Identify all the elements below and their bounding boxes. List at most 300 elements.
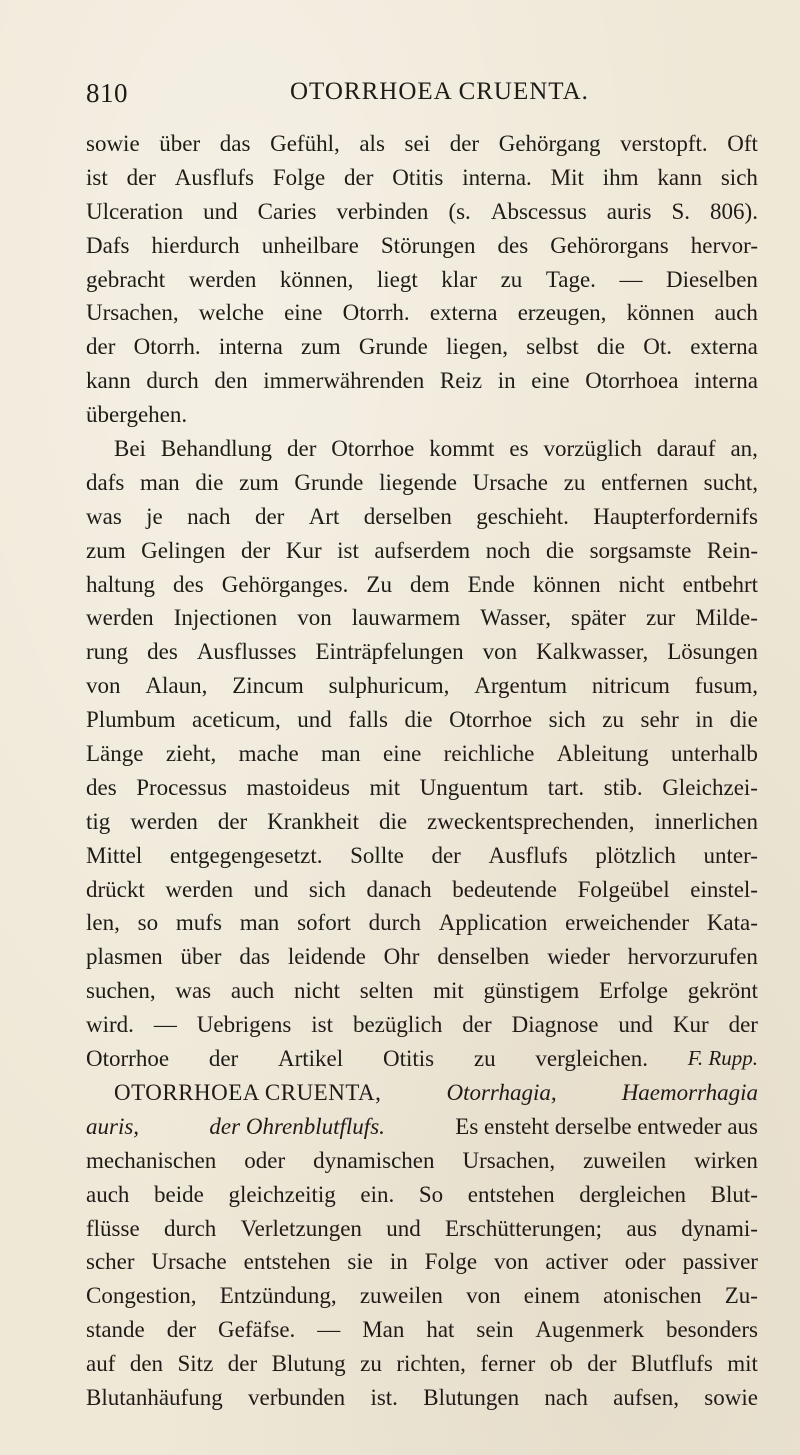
- word: Verletzungen: [240, 1215, 362, 1241]
- text-line: [86, 534, 758, 568]
- word: nach: [544, 1384, 588, 1410]
- word: kann: [86, 368, 131, 394]
- entry-heading: OTORRHOEA CRUENTA,: [114, 1079, 382, 1105]
- word: Reiz: [439, 368, 483, 394]
- word: der: [286, 436, 317, 462]
- word: S.: [671, 198, 691, 224]
- word: Ausflufs: [488, 842, 568, 868]
- word: Krankheit: [267, 808, 360, 834]
- word: mache: [238, 741, 299, 767]
- text-line: [86, 1313, 758, 1347]
- word: stib.: [603, 774, 643, 800]
- word: auris: [606, 198, 652, 224]
- text-line: [86, 398, 758, 432]
- word: in: [497, 368, 516, 394]
- word: Plumbum: [86, 707, 176, 733]
- word: zur: [645, 605, 676, 631]
- word: Gehörorgans: [550, 232, 669, 258]
- word: ist.: [370, 1384, 398, 1410]
- page-number: 810: [86, 78, 128, 108]
- word: Ableitung: [556, 741, 649, 767]
- word: entbehrt: [682, 571, 758, 597]
- word: Otorrh.: [133, 334, 201, 360]
- word: externa: [429, 300, 498, 326]
- word: Gehörgang: [498, 131, 601, 156]
- word: Rein-: [706, 537, 758, 563]
- word: nicht: [293, 978, 340, 1004]
- word: innerlichen: [654, 808, 758, 834]
- entry-second-line: [86, 1110, 758, 1144]
- word: derselben: [363, 503, 452, 529]
- entry-heading-line: [86, 1076, 758, 1110]
- word: mit: [369, 774, 401, 800]
- word: hervor-: [690, 232, 758, 258]
- word: Sollte: [350, 842, 404, 868]
- text-line: [86, 873, 758, 907]
- word: es: [509, 436, 529, 462]
- word: Milde-: [695, 605, 758, 631]
- word: Diagnose: [511, 1012, 599, 1038]
- word: mufs: [175, 910, 222, 936]
- text-line: [86, 500, 758, 534]
- word: hat: [426, 1317, 455, 1343]
- word: tart.: [547, 774, 585, 800]
- word: Augenmerk: [535, 1317, 644, 1343]
- word: an,: [730, 436, 758, 462]
- word: nach: [187, 503, 231, 529]
- word: interna.: [462, 164, 532, 190]
- word: Ende: [467, 571, 515, 597]
- entry-synonym: der Ohrenblutflufs.: [209, 1113, 385, 1139]
- word: so: [137, 910, 159, 936]
- word: Otorrhoe: [331, 436, 415, 462]
- word: lauwarmem: [351, 605, 461, 631]
- text-fragment: übergehen.: [86, 402, 188, 428]
- word: Lösungen: [667, 639, 758, 665]
- word: Tage.: [545, 266, 596, 292]
- word: So: [418, 1181, 444, 1207]
- word: und: [618, 1012, 653, 1038]
- text-line: [86, 940, 758, 974]
- word: Gleichzei-: [662, 774, 758, 800]
- word: Zincum: [232, 673, 304, 699]
- word: wird.: [86, 1012, 134, 1038]
- word: von: [493, 1249, 529, 1275]
- word: auch: [230, 978, 275, 1004]
- word: externa: [690, 334, 758, 360]
- word: Kalkwasser,: [536, 639, 649, 665]
- word: auch: [86, 1181, 130, 1207]
- word: dynami-: [681, 1215, 758, 1241]
- running-title: OTORRHOEA CRUENTA.: [290, 78, 589, 105]
- word: was: [175, 978, 212, 1004]
- word: erzeugen,: [517, 300, 607, 326]
- word: ist: [311, 1012, 333, 1038]
- word: oder: [244, 1147, 286, 1173]
- word: bezüglich: [352, 1012, 443, 1038]
- word: verstopft.: [620, 131, 708, 156]
- body-text: [86, 127, 758, 1415]
- word: der: [431, 842, 461, 868]
- word: wirken: [694, 1147, 758, 1173]
- word: Abscessus: [490, 198, 587, 224]
- word: können,: [279, 266, 354, 292]
- word: entfernen: [601, 469, 688, 495]
- text-line: [86, 601, 758, 635]
- word: richten,: [396, 1351, 466, 1377]
- text-line: [86, 1381, 758, 1415]
- word: man: [239, 910, 280, 936]
- word: Argentum: [474, 673, 568, 699]
- word: dynamischen: [313, 1147, 435, 1173]
- word: liegende: [379, 469, 457, 495]
- word: sei: [404, 131, 431, 156]
- word: und: [386, 1215, 421, 1241]
- word: flüsse: [86, 1215, 140, 1241]
- word: selbst: [526, 334, 579, 360]
- word: Grunde: [358, 334, 428, 360]
- word: plötzlich: [595, 842, 676, 868]
- word: aceticum,: [192, 707, 281, 733]
- word: den: [214, 368, 248, 394]
- word: mit: [433, 978, 464, 1004]
- word: unter-: [703, 842, 758, 868]
- word: dafs: [86, 469, 125, 495]
- word: sulphuricum,: [328, 673, 450, 699]
- text-line: [86, 432, 758, 466]
- text-line: [86, 568, 758, 602]
- word: interna: [218, 334, 283, 360]
- word: können: [532, 571, 601, 597]
- word: Gelingen: [141, 537, 226, 563]
- word: von: [466, 1283, 501, 1309]
- text-line: [86, 1245, 758, 1279]
- word: dem: [409, 571, 450, 597]
- word: sie: [347, 1249, 373, 1275]
- text-line: [86, 263, 758, 297]
- word: Otorrhoe: [86, 1046, 170, 1072]
- word: Folge: [424, 1249, 478, 1275]
- word: Gefäfse.: [218, 1317, 296, 1343]
- text-line: [86, 669, 758, 703]
- word: dergleichen: [579, 1181, 687, 1207]
- word: zuweilen: [583, 1147, 667, 1173]
- word: Otitis: [392, 164, 444, 190]
- word: vergleichen.: [535, 1046, 648, 1072]
- word: rung: [86, 639, 129, 665]
- word: Art: [308, 503, 340, 529]
- word: Wasser,: [480, 605, 551, 631]
- word: geschieht.: [476, 503, 569, 529]
- word: Oft: [727, 131, 758, 156]
- text-line: [86, 466, 758, 500]
- word: zu: [602, 707, 624, 733]
- word: oder: [624, 1249, 666, 1275]
- word: der: [217, 808, 248, 834]
- word: aus: [626, 1215, 658, 1241]
- word: sofort: [297, 910, 351, 936]
- word: sich: [720, 164, 758, 190]
- word: über: [159, 131, 201, 156]
- word: der: [208, 1046, 239, 1072]
- word: ferner: [480, 1351, 536, 1377]
- paragraph-otorrhoe: [86, 127, 758, 1076]
- word: zweckentsprechenden,: [427, 808, 635, 834]
- word: des: [86, 774, 117, 800]
- word: sich: [308, 876, 346, 902]
- word: aufserdem: [374, 537, 471, 563]
- word: Kur: [285, 537, 322, 563]
- word: die: [545, 537, 575, 563]
- word: der: [587, 1351, 617, 1377]
- text-line: [86, 364, 758, 398]
- word: der: [126, 164, 156, 190]
- text-line: [86, 906, 758, 940]
- word: Uebrigens: [196, 1012, 292, 1038]
- word: liegt: [376, 266, 418, 292]
- word: zum: [86, 537, 126, 563]
- word: später: [571, 605, 626, 631]
- word: —: [153, 1012, 177, 1038]
- word: entgegengesetzt.: [169, 842, 323, 868]
- word: Ulceration: [86, 198, 184, 224]
- word: Otorrhoea: [585, 368, 679, 394]
- word: können: [626, 300, 695, 326]
- word: fusum,: [694, 673, 758, 699]
- word: der: [462, 1012, 492, 1038]
- word: liegen,: [446, 334, 509, 360]
- word: passiver: [682, 1249, 758, 1275]
- word: Ursache: [472, 469, 549, 495]
- text-line: [86, 296, 758, 330]
- word: ein.: [360, 1181, 395, 1207]
- word: interna: [694, 368, 758, 394]
- word: mechanischen: [86, 1147, 217, 1173]
- word: und: [203, 198, 238, 224]
- word: sorgsamste: [589, 537, 692, 563]
- word: günstigem: [483, 978, 580, 1004]
- word: denselben: [437, 944, 530, 970]
- text-line: [86, 195, 758, 229]
- word: sowie: [704, 1384, 758, 1410]
- text-line: [86, 1279, 758, 1313]
- word: in: [695, 707, 714, 733]
- word: Dafs: [86, 232, 130, 258]
- word: entstehen: [243, 1249, 331, 1275]
- word: Ohr: [383, 944, 420, 970]
- word: Application: [438, 910, 548, 936]
- word: klar: [441, 266, 478, 292]
- word: gekrönt: [687, 978, 758, 1004]
- word: durch: [368, 910, 421, 936]
- word: bedeutende: [452, 876, 558, 902]
- word: Unguentum: [419, 774, 529, 800]
- word: Gefühl,: [270, 131, 340, 156]
- word: Ot.: [643, 334, 672, 360]
- word: als: [359, 131, 385, 156]
- word: werden: [188, 266, 257, 292]
- paragraph-otorrhoea-cruenta: [86, 1144, 758, 1415]
- word: der: [254, 503, 285, 529]
- word: plasmen: [86, 944, 163, 970]
- word: zum: [301, 334, 341, 360]
- word: beide: [154, 1181, 204, 1207]
- word: Blutanhäufung: [86, 1384, 223, 1410]
- word: in: [389, 1249, 408, 1275]
- word: —: [619, 266, 643, 292]
- word: gebracht: [86, 266, 166, 292]
- word: immerwährenden: [263, 368, 425, 394]
- word: welche: [198, 300, 264, 326]
- word: Otorrhoe: [449, 707, 533, 733]
- word: darauf: [656, 436, 716, 462]
- entry-synonym: auris,: [86, 1113, 140, 1139]
- word: des: [173, 571, 204, 597]
- word: Länge: [86, 741, 144, 767]
- word: von: [297, 605, 332, 631]
- word: haltung: [86, 571, 155, 597]
- word: noch: [485, 537, 531, 563]
- word: erweichender: [565, 910, 690, 936]
- word: zuweilen: [359, 1283, 443, 1309]
- word: besonders: [665, 1317, 758, 1343]
- word: werden: [130, 808, 198, 834]
- word: der: [166, 1317, 197, 1343]
- word: Mittel: [86, 842, 143, 868]
- word: Behandlung: [160, 436, 273, 462]
- word: Ausflufs: [174, 164, 254, 190]
- word: auch: [714, 300, 758, 326]
- word: mit: [727, 1351, 758, 1377]
- word: der: [86, 334, 116, 360]
- text-line: [86, 229, 758, 263]
- word: entstehen: [467, 1181, 555, 1207]
- text-line: [86, 974, 758, 1008]
- word: durch: [146, 368, 199, 394]
- word: zu: [500, 266, 523, 292]
- text-line: [86, 1042, 758, 1076]
- word: Sitz: [177, 1351, 214, 1377]
- author-signature: F. Rupp.: [687, 1046, 758, 1071]
- word: einem: [523, 1283, 580, 1309]
- word: Kata-: [706, 910, 758, 936]
- word: zu: [360, 1351, 382, 1377]
- word: Folge: [272, 164, 326, 190]
- word: Erschütterungen;: [444, 1215, 603, 1241]
- word: stande: [86, 1317, 145, 1343]
- word: Störungen: [380, 232, 476, 258]
- word: sucht,: [703, 469, 758, 495]
- running-head: [86, 78, 756, 114]
- word: und: [297, 707, 332, 733]
- word: 806).: [710, 198, 758, 224]
- word: ist: [86, 164, 108, 190]
- word: kommt: [429, 436, 495, 462]
- word: Alaun,: [145, 673, 208, 699]
- word: sich: [548, 707, 586, 733]
- word: wieder: [547, 944, 610, 970]
- word: eine: [284, 300, 323, 326]
- word: nicht: [618, 571, 665, 597]
- word: unheilbare: [261, 232, 359, 258]
- word: Caries: [257, 198, 317, 224]
- word: zu: [473, 1046, 496, 1072]
- word: Ursache: [151, 1249, 227, 1275]
- text-line: [86, 635, 758, 669]
- word: Injectionen: [173, 605, 278, 631]
- word: nitricum: [591, 673, 670, 699]
- word: auf: [86, 1351, 116, 1377]
- text-line: [86, 1008, 758, 1042]
- word: Bei: [114, 436, 146, 462]
- word: vorzüglich: [543, 436, 642, 462]
- word: der: [344, 164, 374, 190]
- word: kann: [657, 164, 703, 190]
- word: tig: [86, 808, 111, 834]
- entry-synonym: Otorrhagia,: [446, 1079, 557, 1105]
- text-line: [86, 127, 758, 161]
- word: scher: [86, 1249, 135, 1275]
- word: eine: [382, 741, 422, 767]
- word: falls: [348, 707, 388, 733]
- word: Otorrh.: [342, 300, 410, 326]
- word: gleichzeitig: [228, 1181, 336, 1207]
- word: Artikel: [278, 1046, 344, 1072]
- word: man: [321, 741, 361, 767]
- word: und: [253, 876, 289, 902]
- word: des: [497, 232, 529, 258]
- word: was: [86, 503, 122, 529]
- word: werden: [86, 605, 154, 631]
- text-line: [86, 1178, 758, 1212]
- word: über: [180, 944, 222, 970]
- word: die: [379, 808, 408, 834]
- word: Man: [362, 1317, 405, 1343]
- text-line: [86, 1347, 758, 1381]
- word: ob: [549, 1351, 573, 1377]
- word: man: [140, 469, 180, 495]
- word: mastoideus: [246, 774, 350, 800]
- word: der: [449, 131, 480, 156]
- word: der: [240, 537, 271, 563]
- word: die: [729, 707, 758, 733]
- word: des: [147, 639, 178, 665]
- word: verbinden: [336, 198, 429, 224]
- word: Haupterfordernifs: [593, 503, 758, 529]
- word: Blutflufs: [631, 1351, 713, 1377]
- text-line: [86, 330, 758, 364]
- word: werden: [165, 876, 234, 902]
- word: von: [482, 639, 518, 665]
- word: aufsen,: [613, 1384, 679, 1410]
- word: —: [317, 1317, 341, 1343]
- word: atonischen: [603, 1283, 702, 1309]
- entry-synonym: Haemorrhagia: [621, 1079, 758, 1105]
- word: hervorzurufen: [627, 944, 758, 970]
- word: reichliche: [443, 741, 535, 767]
- word: Grunde: [294, 469, 364, 495]
- word: Ursachen,: [462, 1147, 556, 1173]
- word: das: [219, 131, 251, 156]
- word: Congestion,: [86, 1283, 197, 1309]
- entry-text: Es ensteht derselbe entweder aus: [455, 1113, 758, 1139]
- word: sowie: [86, 131, 140, 156]
- text-line: [86, 805, 758, 839]
- text-line: [86, 1212, 758, 1246]
- text-line: [86, 703, 758, 737]
- word: die: [596, 334, 625, 360]
- word: Processus: [136, 774, 227, 800]
